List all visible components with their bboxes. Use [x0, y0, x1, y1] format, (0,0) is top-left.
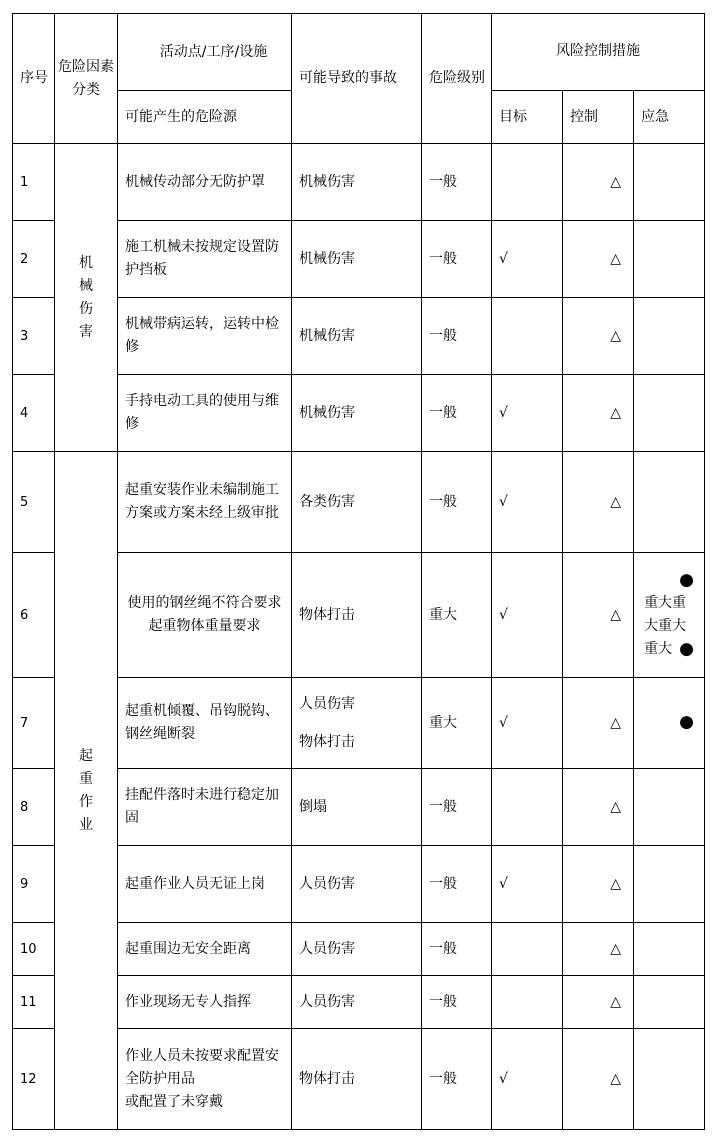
category-char: 作 [79, 793, 93, 810]
header-control: 控制 [563, 91, 634, 144]
hazard-source: 起重安装作业未编制施工方案或方案未经上级审批 [118, 452, 292, 553]
row-number: 2 [13, 221, 55, 298]
target-mark: √ [492, 375, 563, 452]
emergency-mark [634, 375, 705, 452]
control-mark: △ [563, 452, 634, 553]
table-row [13, 452, 705, 553]
target-mark: √ [492, 452, 563, 553]
target-mark: √ [492, 553, 563, 678]
hazard-source [118, 1029, 292, 1130]
risk-level: 一般 [422, 976, 492, 1029]
accident: 机械伤害 [292, 375, 422, 452]
hazard-source: 起重作业人员无证上岗 [118, 846, 292, 923]
control-mark: △ [563, 298, 634, 375]
hazard-source: 施工机械未按规定设置防护挡板 [118, 221, 292, 298]
target-mark [492, 976, 563, 1029]
target-mark [492, 923, 563, 976]
accident: 人员伤害 [292, 846, 422, 923]
hazard-source: 机械带病运转，运转中检修 [118, 298, 292, 375]
row-number: 7 [13, 678, 55, 769]
category-char: 械 [79, 277, 93, 294]
header-hazard-source: 可能产生的危险源 [118, 91, 292, 144]
header-seq: 序号 [13, 14, 55, 144]
control-mark: △ [563, 769, 634, 846]
target-mark [492, 144, 563, 221]
hazard-source: 起重围边无安全距离 [118, 923, 292, 976]
control-mark: △ [563, 846, 634, 923]
accident [292, 678, 422, 769]
header-activity: 活动点/工序/设施 [118, 14, 292, 91]
risk-level: 重大 [422, 553, 492, 678]
accident-line: 物体打击 [299, 734, 355, 750]
target-mark [492, 769, 563, 846]
category-char: 伤 [79, 300, 93, 317]
target-mark: √ [492, 1029, 563, 1130]
header-category: 危险因素分类 [55, 14, 118, 144]
accident: 机械伤害 [292, 144, 422, 221]
accident: 物体打击 [292, 553, 422, 678]
target-mark: √ [492, 221, 563, 298]
accident: 物体打击 [292, 1029, 422, 1130]
control-mark: △ [563, 923, 634, 976]
category-char: 业 [79, 816, 93, 833]
hazard-source: 起重机倾覆、吊钩脱钩、钢丝绳断裂 [118, 678, 292, 769]
hazard-source: 机械传动部分无防护罩 [118, 144, 292, 221]
row-number: 1 [13, 144, 55, 221]
emergency-mark [634, 1029, 705, 1130]
emergency-mark [634, 553, 705, 678]
row-number: 5 [13, 452, 55, 553]
emergency-mark [634, 678, 705, 769]
row-number: 4 [13, 375, 55, 452]
category-char: 机 [79, 254, 93, 271]
risk-table-container [12, 13, 705, 1130]
header-measures: 风险控制措施 [492, 14, 705, 91]
accident: 人员伤害 [292, 976, 422, 1029]
row-number: 8 [13, 769, 55, 846]
risk-level: 一般 [422, 221, 492, 298]
risk-level: 一般 [422, 923, 492, 976]
emergency-mark [634, 298, 705, 375]
hazard-line: 作业人员未按要求配置安全防护用品 [125, 1047, 279, 1087]
risk-level: 一般 [422, 298, 492, 375]
emergency-mark [634, 923, 705, 976]
target-mark [492, 298, 563, 375]
header-emergency: 应急 [634, 91, 705, 144]
risk-level: 一般 [422, 769, 492, 846]
risk-level: 一般 [422, 846, 492, 923]
accident: 倒塌 [292, 769, 422, 846]
emergency-mark [634, 976, 705, 1029]
risk-level: 一般 [422, 452, 492, 553]
category-mechanical [55, 144, 118, 452]
risk-control-table [12, 13, 705, 1130]
control-mark: △ [563, 553, 634, 678]
row-number: 9 [13, 846, 55, 923]
row-number: 11 [13, 976, 55, 1029]
accident: 各类伤害 [292, 452, 422, 553]
emergency-mark [634, 769, 705, 846]
target-mark: √ [492, 846, 563, 923]
control-mark: △ [563, 1029, 634, 1130]
control-mark: △ [563, 221, 634, 298]
control-mark: △ [563, 976, 634, 1029]
accident-line: 人员伤害 [299, 696, 355, 712]
hazard-source: 作业现场无专人指挥 [118, 976, 292, 1029]
row-number: 12 [13, 1029, 55, 1130]
category-lifting [55, 452, 118, 1130]
row-number: 6 [13, 553, 55, 678]
target-mark: √ [492, 678, 563, 769]
accident: 机械伤害 [292, 298, 422, 375]
hazard-source: 挂配件落时未进行稳定加固 [118, 769, 292, 846]
emergency-mark [634, 846, 705, 923]
row-number: 3 [13, 298, 55, 375]
control-mark: △ [563, 375, 634, 452]
emergency-mark [634, 452, 705, 553]
row-number: 10 [13, 923, 55, 976]
hazard-source: 使用的钢丝绳不符合要求起重物体重量要求 [118, 553, 292, 678]
control-mark: △ [563, 144, 634, 221]
emergency-mark [634, 221, 705, 298]
accident: 机械伤害 [292, 221, 422, 298]
category-char: 起 [79, 747, 93, 764]
table-row [13, 144, 705, 221]
emergency-dot: ● [679, 712, 694, 732]
header-row-1 [13, 14, 705, 91]
hazard-source: 手持电动工具的使用与维修 [118, 375, 292, 452]
emergency-mark [634, 144, 705, 221]
emergency-text: 重大重大重大重大 [644, 595, 686, 657]
emergency-dot: ● [679, 639, 694, 659]
category-char: 害 [79, 323, 93, 340]
header-target: 目标 [492, 91, 563, 144]
risk-level: 一般 [422, 1029, 492, 1130]
header-accident: 可能导致的事故 [292, 14, 422, 144]
emergency-dot: ● [679, 570, 694, 590]
category-char: 重 [79, 770, 93, 787]
risk-level: 重大 [422, 678, 492, 769]
accident: 人员伤害 [292, 923, 422, 976]
risk-level: 一般 [422, 144, 492, 221]
risk-level: 一般 [422, 375, 492, 452]
hazard-line: 或配置了未穿戴 [125, 1093, 223, 1110]
control-mark: △ [563, 678, 634, 769]
header-level: 危险级别 [422, 14, 492, 144]
